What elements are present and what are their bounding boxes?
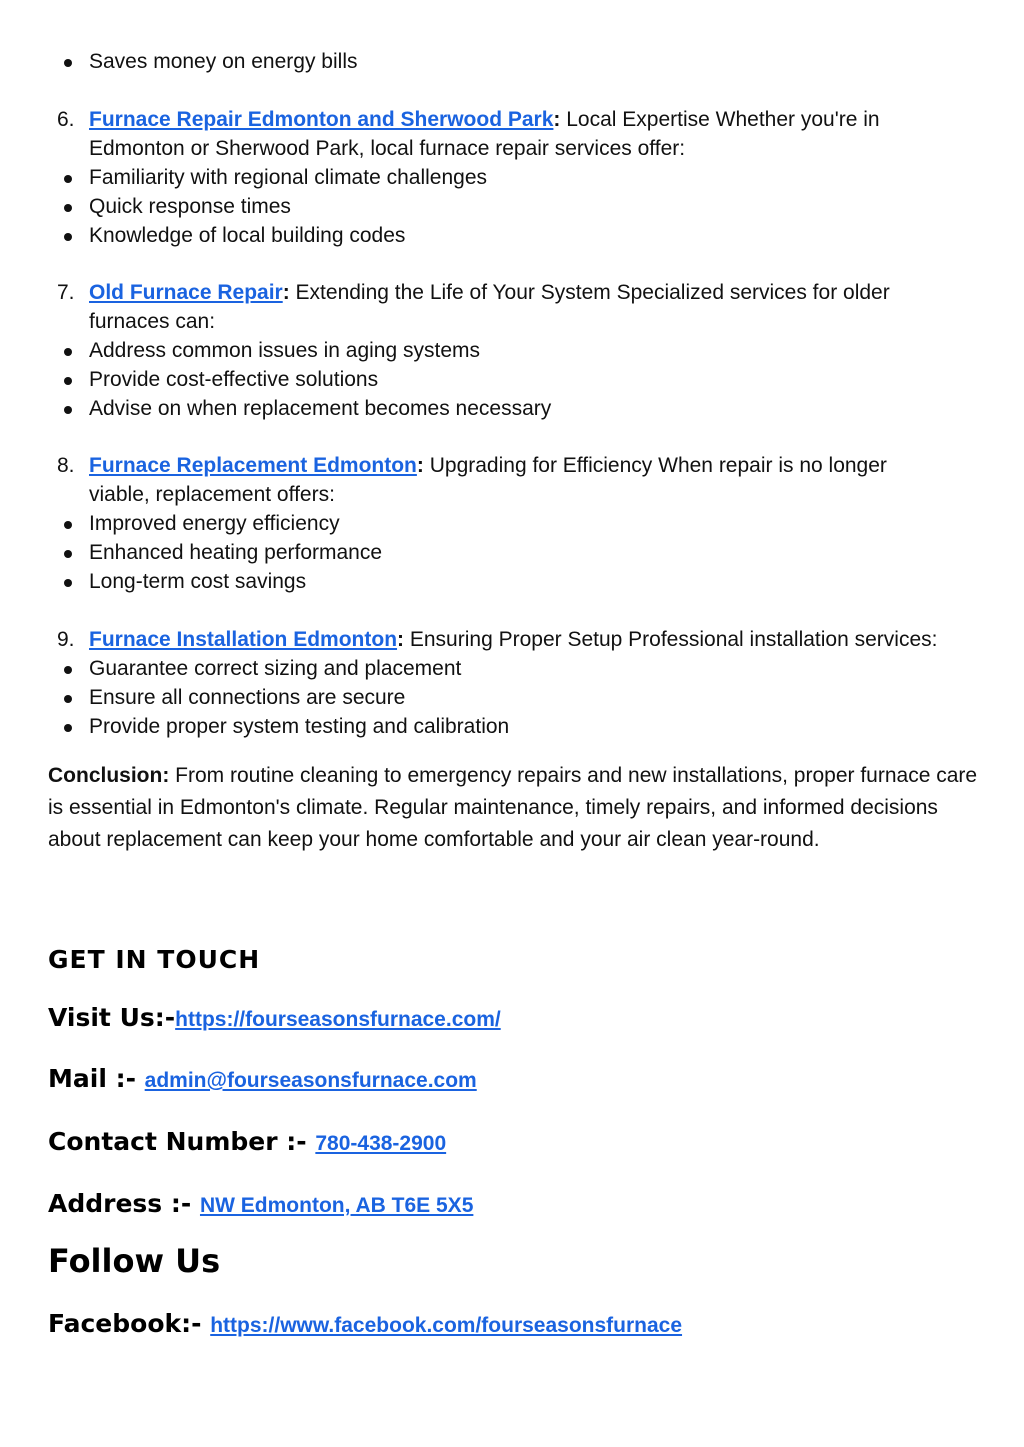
list-item: Knowledge of local building codes [89, 222, 405, 250]
furnace-installation-edmonton-link[interactable]: Furnace Installation Edmonton [89, 628, 398, 651]
mail-label: Mail :- [48, 1064, 145, 1093]
item-number: 8. [57, 454, 75, 477]
item-heading-line [89, 626, 937, 654]
address-link[interactable]: NW Edmonton, AB T6E 5X5 [199, 1194, 474, 1217]
colon: : [553, 108, 561, 131]
contact-number-label: Contact Number :- [48, 1127, 316, 1156]
list-item: Improved energy efficiency [89, 510, 340, 538]
item-text-line: viable, replacement offers: [89, 483, 335, 506]
list-item: Ensure all connections are secure [89, 684, 405, 712]
follow-us-heading: Follow Us [48, 1242, 221, 1280]
item-text-line: furnaces can: [89, 310, 216, 333]
furnace-repair-edmonton-sherwood-link[interactable]: Furnace Repair Edmonton and Sherwood Park [89, 108, 554, 131]
conclusion-label: Conclusion: [48, 764, 170, 787]
list-item: Advise on when replacement becomes necessary [89, 395, 551, 423]
list-item: Guarantee correct sizing and placement [89, 655, 461, 683]
item-number: 9. [57, 628, 75, 651]
list-item: Address common issues in aging systems [89, 337, 480, 365]
conclusion-paragraph [48, 760, 978, 856]
item-text: Local Expertise Whether you're in [560, 108, 880, 131]
conclusion-text: From routine cleaning to emergency repairs and new installations, proper furnace care is essential in Edmonton's climate. Regular maintenance, timely repairs, and informed decisions about replacement can keep your home comfortable and your air clean year-round. [48, 764, 978, 851]
item-text: Extending the Life of Your System Specialized services for older [289, 281, 890, 304]
item-heading-line [89, 106, 880, 134]
item-text: Ensuring Proper Setup Professional installation services: [404, 628, 938, 651]
item-text-line: Edmonton or Sherwood Park, local furnace repair services offer: [89, 137, 686, 160]
colon: : [282, 281, 290, 304]
colon: : [397, 628, 405, 651]
facebook-line [48, 1309, 682, 1338]
facebook-link[interactable]: https://www.facebook.com/fourseasonsfurnace [210, 1314, 683, 1337]
item-number: 6. [57, 108, 75, 131]
colon: : [416, 454, 424, 477]
item-text: Upgrading for Efficiency When repair is no longer [423, 454, 887, 477]
address-line [48, 1189, 473, 1218]
list-item: Long-term cost savings [89, 568, 306, 596]
item-heading-line [89, 279, 890, 307]
list-item: Provide proper system testing and calibration [89, 713, 509, 741]
mail-line [48, 1064, 477, 1093]
address-label: Address :- [48, 1189, 200, 1218]
list-item: Enhanced heating performance [89, 539, 382, 567]
visit-us-line [48, 1003, 501, 1032]
furnace-replacement-edmonton-link[interactable]: Furnace Replacement Edmonton [89, 454, 417, 477]
phone-link[interactable]: 780-438-2900 [315, 1132, 447, 1155]
item-number: 7. [57, 281, 75, 304]
website-link[interactable]: https://fourseasonsfurnace.com/ [175, 1008, 501, 1031]
visit-us-label: Visit Us:- [48, 1003, 176, 1032]
contact-number-line [48, 1127, 446, 1156]
list-item: Saves money on energy bills [89, 48, 357, 76]
list-item: Quick response times [89, 193, 291, 221]
facebook-label: Facebook:- [48, 1309, 211, 1338]
get-in-touch-heading: GET IN TOUCH [48, 945, 261, 974]
item-heading-line [89, 452, 887, 480]
old-furnace-repair-link[interactable]: Old Furnace Repair [89, 281, 283, 304]
list-item: Provide cost-effective solutions [89, 366, 378, 394]
email-link[interactable]: admin@fourseasonsfurnace.com [144, 1069, 477, 1092]
list-item: Familiarity with regional climate challenges [89, 164, 487, 192]
